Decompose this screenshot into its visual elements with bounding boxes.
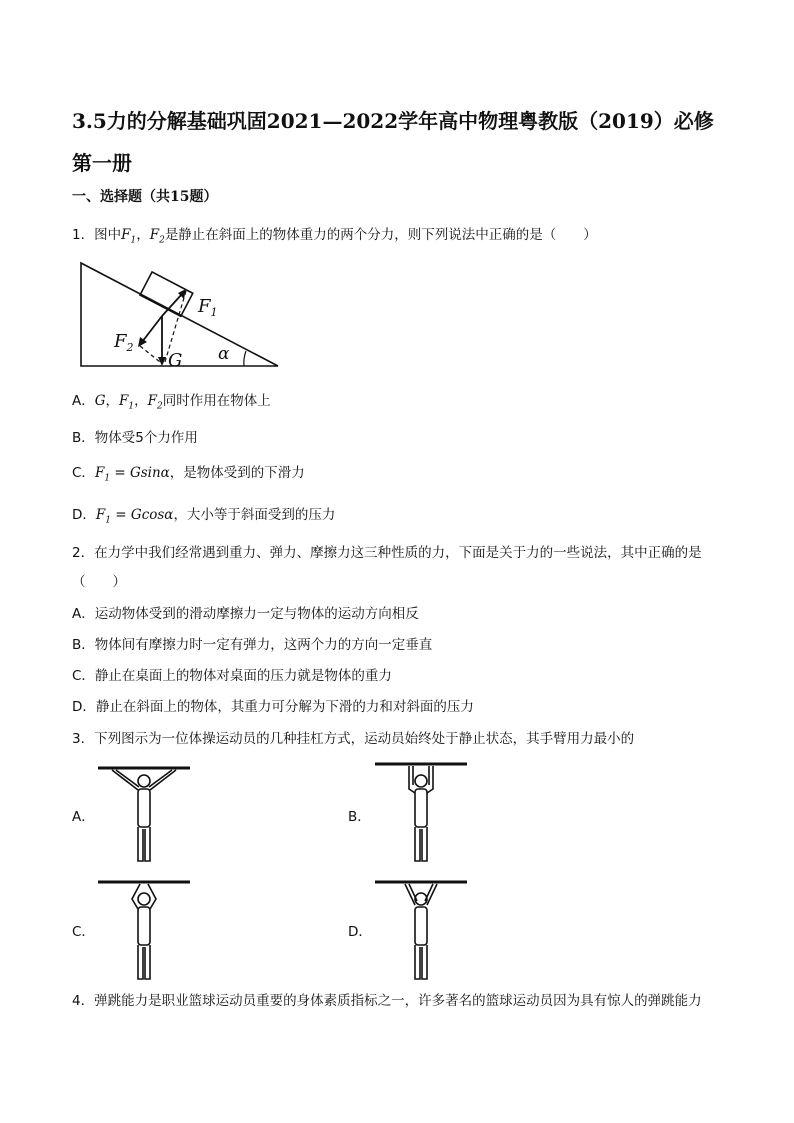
q3-figure-a-gymnast [98, 765, 194, 865]
q3-figure-b-gymnast [375, 761, 471, 865]
q1-f1: $F_1$ [121, 227, 137, 246]
q2-option-d: D．静止在斜面上的物体，其重力可分解为下滑的力和对斜面的压力 [72, 699, 474, 715]
label-f2-text: $F_2$ [114, 331, 134, 354]
question-4-stem: 4．弹跳能力是职业篮球运动员重要的身体素质指标之一，许多著名的篮球运动员因为具有惊人的弹跳能力 [72, 993, 702, 1009]
q2-option-a: A．运动物体受到的滑动摩擦力一定与物体的运动方向相反 [72, 606, 419, 622]
angle-arc [244, 351, 246, 366]
q3-figure-d-gymnast [375, 879, 471, 983]
q3-option-a-label: A． [72, 809, 95, 825]
q1-stem-prefix: 1．图中 [72, 227, 122, 243]
q1-f2: $F_2$ [149, 227, 165, 246]
dashed-line-2 [140, 346, 160, 362]
section-heading: 一、选择题（共15题） [72, 189, 218, 205]
q1-incline-figure [78, 258, 288, 373]
q1-stem-suffix: 是静止在斜面上的物体重力的两个分力，则下列说法中正确的是（ ） [164, 227, 597, 243]
question-2-stem-line2: （ ） [72, 574, 126, 590]
q1-option-d: D．$F_1 = Gcos\alpha$，大小等于斜面受到的压力 [72, 507, 336, 526]
page-title: 3.5力的分解基础巩固2021—2022学年高中物理粤教版（2019）必修第一册 [72, 109, 714, 175]
q3-figure-c-gymnast [98, 879, 194, 983]
f2-arrow [142, 316, 162, 342]
q2-option-b: B．物体间有摩擦力时一定有弹力，这两个力的方向一定垂直 [72, 637, 433, 653]
question-1-stem [72, 223, 597, 246]
q1-option-c: C．$F_1 = Gsin\alpha$，是物体受到的下滑力 [72, 465, 305, 484]
q2-option-c: C．静止在桌面上的物体对桌面的压力就是物体的重力 [72, 668, 392, 684]
label-alpha-text: α [218, 344, 230, 364]
label-g-text: G [168, 350, 183, 371]
q1-option-a: A．G，$F_1$，$F_2$同时作用在物体上 [72, 393, 271, 412]
q3-option-c-label: C． [72, 924, 95, 940]
q1-sep: ， [136, 227, 150, 243]
question-3-stem: 3．下列图示为一位体操运动员的几种挂杠方式，运动员始终处于静止状态，其手臂用力最小的 [72, 731, 635, 747]
question-2-stem-line1: 2．在力学中我们经常遇到重力、弹力、摩擦力这三种性质的力，下面是关于力的一些说法，其中正确的是 [72, 545, 702, 561]
q3-option-b-label: B． [348, 809, 371, 825]
q1-option-b: B．物体受5个力作用 [72, 430, 198, 446]
label-f1-text: $F_1$ [198, 296, 218, 319]
q3-option-d-label: D． [348, 924, 372, 940]
